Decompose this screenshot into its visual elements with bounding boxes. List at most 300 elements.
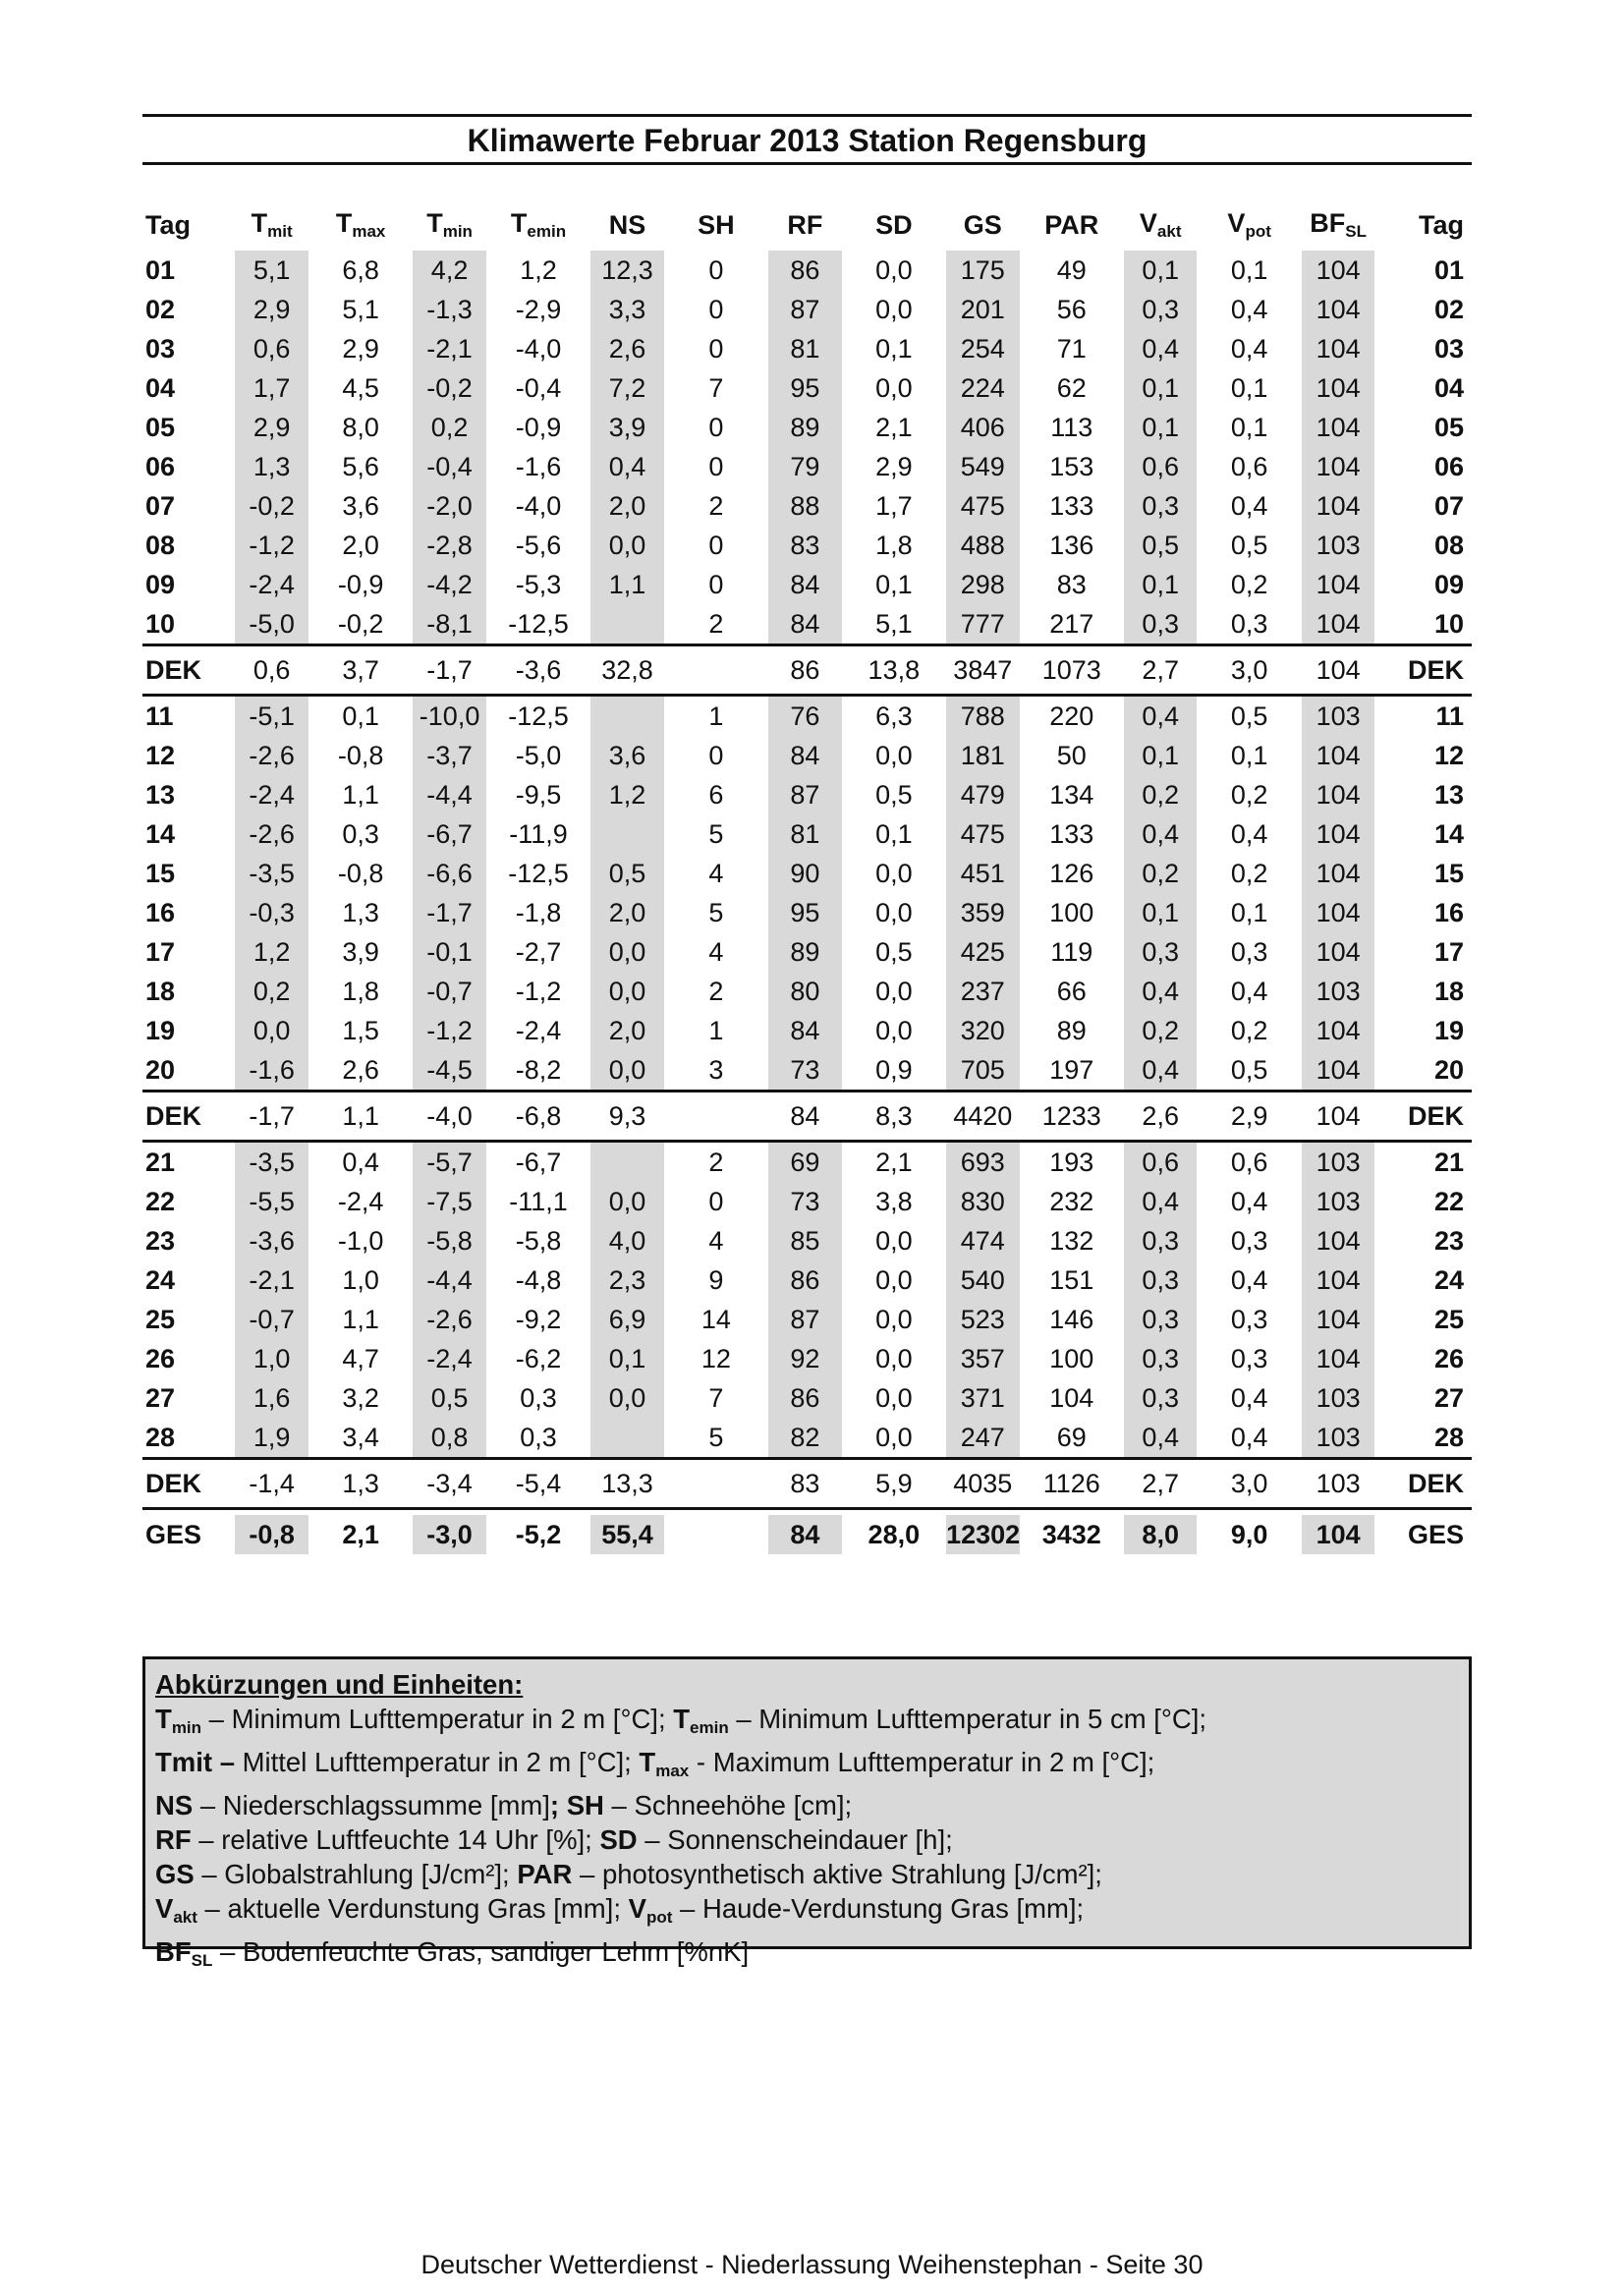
cell-gs: 201 — [938, 290, 1027, 329]
cell-bfsl: 104 — [1294, 645, 1382, 696]
cell-gs: 237 — [938, 972, 1027, 1011]
title-bar — [142, 114, 1472, 165]
row-label: 20 — [145, 1055, 176, 1085]
cell-rf: 81 — [760, 329, 849, 368]
cell-tmin: -5,8 — [405, 1221, 493, 1260]
cell-ns: 0,0 — [583, 1050, 671, 1092]
row-label-right: 18 — [1433, 977, 1464, 1006]
cell-tmin: -2,8 — [405, 526, 493, 565]
header-col-sub: SL — [1345, 222, 1367, 241]
cell-bfsl: 104 — [1294, 1221, 1382, 1260]
cell-vpot: 0,5 — [1230, 1055, 1268, 1085]
cell-sh: 2 — [708, 609, 724, 639]
cell-tmit: -2,6 — [227, 736, 315, 775]
legend-box — [142, 1656, 1472, 1970]
cell-temin: -1,8 — [515, 898, 562, 927]
cell-bfsl: 104 — [1294, 736, 1382, 775]
cell-sd: 0,1 — [875, 819, 913, 849]
cell-vakt: 0,6 — [1116, 447, 1204, 486]
cell-rf: 84 — [760, 1092, 849, 1142]
cell-gs: 357 — [938, 1339, 1027, 1378]
cell-temin: -12,5 — [508, 609, 569, 639]
table-row — [142, 368, 1472, 408]
cell-gs: 523 — [938, 1300, 1027, 1339]
table-row — [142, 696, 1472, 737]
cell-rf: 95 — [760, 368, 849, 408]
cell-vakt: 0,2 — [1116, 854, 1204, 893]
row-label-right: 17 — [1433, 937, 1464, 967]
cell-bfsl: 103 — [1294, 696, 1382, 737]
cell-ns: 3,9 — [583, 408, 671, 447]
header-col-base: T — [510, 208, 528, 238]
cell-tmin: -0,7 — [405, 972, 493, 1011]
table-row — [142, 290, 1472, 329]
cell-gs: 475 — [938, 486, 1027, 526]
row-label: 06 — [145, 452, 176, 481]
row-label: 28 — [145, 1423, 176, 1452]
cell-vakt: 2,6 — [1116, 1092, 1204, 1142]
cell-vakt: 0,3 — [1116, 1300, 1204, 1339]
cell-vakt: 0,3 — [1116, 1221, 1204, 1260]
cell-rf: 83 — [760, 1459, 849, 1509]
cell-vpot: 3,0 — [1204, 1459, 1293, 1509]
cell-temin: -5,8 — [515, 1226, 562, 1256]
cell-tmax: 1,1 — [342, 1305, 379, 1334]
cell-vakt: 0,1 — [1116, 736, 1204, 775]
cell-tmit: -2,4 — [227, 775, 315, 814]
cell-tmax: 0,1 — [316, 696, 405, 737]
legend-heading: Abkürzungen und Einheiten: — [155, 1669, 524, 1700]
cell-tmin: -8,1 — [405, 604, 493, 645]
cell-temin: -1,2 — [515, 977, 562, 1006]
cell-vpot: 0,2 — [1230, 859, 1268, 888]
cell-vakt: 0,3 — [1116, 290, 1204, 329]
cell-tmax: 5,6 — [342, 452, 379, 481]
cell-sd: 0,0 — [875, 1383, 913, 1413]
legend-line — [155, 1788, 1459, 1822]
row-label-right: 01 — [1433, 255, 1464, 285]
legend-text: – Minimum Lufttemperatur in 2 m [°C]; — [201, 1704, 674, 1734]
cell-sh: 5 — [708, 1423, 724, 1452]
cell-tmit: -3,5 — [227, 854, 315, 893]
row-label: 27 — [145, 1383, 176, 1413]
cell-rf: 86 — [760, 251, 849, 290]
cell-tmax: 4,5 — [342, 373, 379, 403]
table-row — [142, 486, 1472, 526]
cell-sd: 0,5 — [875, 937, 913, 967]
cell-vakt: 0,5 — [1116, 526, 1204, 565]
cell-tmit: -3,5 — [227, 1142, 315, 1183]
row-label-right: 11 — [1382, 696, 1472, 737]
cell-par: 217 — [1049, 609, 1094, 639]
header-tag-left: Tag — [145, 209, 191, 240]
cell-vpot: 0,1 — [1230, 413, 1268, 442]
cell-ns: 2,0 — [583, 486, 671, 526]
cell-tmin: -4,2 — [405, 565, 493, 604]
cell-vpot: 0,2 — [1230, 780, 1268, 810]
cell-tmit: -2,4 — [227, 565, 315, 604]
cell-tmin: -2,0 — [405, 486, 493, 526]
cell-sd: 0,0 — [875, 295, 913, 324]
table-row — [142, 775, 1472, 814]
cell-par: 100 — [1049, 898, 1094, 927]
cell-vpot: 0,4 — [1230, 1383, 1268, 1413]
cell-vakt: 0,4 — [1116, 1050, 1204, 1092]
cell-sh — [672, 1459, 760, 1509]
cell-gs: 788 — [938, 696, 1027, 737]
cell-temin: -5,6 — [515, 531, 562, 560]
cell-tmit: -1,4 — [227, 1459, 315, 1509]
cell-gs: 830 — [938, 1182, 1027, 1221]
cell-bfsl: 104 — [1294, 486, 1382, 526]
cell-par: 49 — [1056, 255, 1087, 285]
cell-vakt: 0,1 — [1116, 893, 1204, 932]
cell-gs: 254 — [938, 329, 1027, 368]
cell-tmin: -4,0 — [405, 1092, 493, 1142]
cell-par: 62 — [1056, 373, 1087, 403]
cell-rf: 84 — [760, 565, 849, 604]
cell-tmit: 5,1 — [227, 251, 315, 290]
cell-tmax: 1,1 — [342, 780, 379, 810]
cell-gs: 777 — [938, 604, 1027, 645]
cell-tmax: 4,7 — [342, 1344, 379, 1373]
cell-tmin: -0,1 — [405, 932, 493, 972]
cell-sd: 2,1 — [850, 1142, 938, 1183]
cell-sh: 0 — [708, 452, 724, 481]
cell-vakt: 2,7 — [1116, 645, 1204, 696]
cell-vpot: 0,3 — [1230, 609, 1268, 639]
cell-tmit: -2,1 — [227, 1260, 315, 1300]
cell-sh: 0 — [708, 255, 724, 285]
cell-ns: 3,3 — [583, 290, 671, 329]
cell-par: 66 — [1056, 977, 1087, 1006]
cell-tmax: -1,0 — [337, 1226, 384, 1256]
cell-tmit: -5,5 — [227, 1182, 315, 1221]
cell-sd: 0,9 — [875, 1055, 913, 1085]
cell-ns: 9,3 — [583, 1092, 671, 1142]
cell-tmit: 0,0 — [227, 1011, 315, 1050]
row-label-right: 28 — [1433, 1423, 1464, 1452]
cell-ns: 32,8 — [583, 645, 671, 696]
cell-tmin: -2,4 — [405, 1339, 493, 1378]
cell-par: 133 — [1049, 491, 1094, 521]
cell-bfsl: 104 — [1294, 447, 1382, 486]
legend-text: – Niederschlagssumme [mm] — [193, 1790, 550, 1820]
row-label: 09 — [145, 570, 176, 599]
table-row — [142, 1221, 1472, 1260]
table-row — [142, 1378, 1472, 1418]
row-label: 02 — [145, 295, 176, 324]
table-row — [142, 1182, 1472, 1221]
row-label-right: 21 — [1382, 1142, 1472, 1183]
cell-bfsl: 104 — [1294, 565, 1382, 604]
cell-tmax: 2,9 — [342, 334, 379, 364]
cell-ns — [583, 604, 671, 645]
cell-tmax: 1,1 — [316, 1092, 405, 1142]
row-label-right: DEK — [1382, 1092, 1472, 1142]
cell-rf: 89 — [760, 408, 849, 447]
cell-rf: 87 — [760, 1300, 849, 1339]
cell-ns — [583, 1418, 671, 1459]
cell-tmin: -4,4 — [405, 775, 493, 814]
cell-ns — [583, 1142, 671, 1183]
cell-temin: -12,5 — [494, 696, 583, 737]
row-label: 01 — [145, 255, 176, 285]
cell-tmin: 0,5 — [405, 1378, 493, 1418]
cell-ns: 0,0 — [583, 972, 671, 1011]
cell-sd: 0,0 — [875, 859, 913, 888]
cell-sh: 9 — [708, 1265, 724, 1295]
row-label: 25 — [145, 1305, 176, 1334]
cell-sh: 0 — [708, 413, 724, 442]
cell-sd: 0,0 — [875, 255, 913, 285]
cell-bfsl: 104 — [1294, 854, 1382, 893]
cell-tmax: -2,4 — [337, 1187, 384, 1216]
cell-tmit: 1,7 — [227, 368, 315, 408]
cell-tmin: -4,5 — [405, 1050, 493, 1092]
cell-par: 1073 — [1028, 645, 1116, 696]
cell-sh: 0 — [708, 1187, 724, 1216]
cell-rf: 90 — [760, 854, 849, 893]
cell-tmit: 1,0 — [227, 1339, 315, 1378]
legend-symbol: $V_{akt}$ — [155, 1893, 197, 1927]
cell-sh: 0 — [708, 295, 724, 324]
page-title: Klimawerte Februar 2013 Station Regensburg — [467, 123, 1148, 158]
cell-tmit: -5,1 — [227, 696, 315, 737]
legend-line — [155, 1822, 1459, 1857]
cell-ns: 2,0 — [583, 893, 671, 932]
row-label: 04 — [145, 373, 176, 403]
cell-tmit: -0,8 — [227, 1509, 315, 1560]
legend-text: – Haude-Verdunstung Gras [mm]; — [672, 1893, 1085, 1924]
cell-ns: 0,4 — [583, 447, 671, 486]
cell-sh: 2 — [672, 1142, 760, 1183]
cell-tmin: 4,2 — [405, 251, 493, 290]
cell-sh: 3 — [708, 1055, 724, 1085]
dek-summary-row — [142, 1459, 1472, 1509]
cell-rf: 87 — [760, 775, 849, 814]
legend-symbol: GS — [155, 1859, 195, 1889]
cell-sd: 1,8 — [875, 531, 913, 560]
cell-sd: 0,0 — [875, 373, 913, 403]
cell-par: 126 — [1049, 859, 1094, 888]
row-label-right: DEK — [1382, 1459, 1472, 1509]
cell-par: 146 — [1049, 1305, 1094, 1334]
cell-temin: -4,0 — [515, 334, 562, 364]
header-col-base: SD — [875, 209, 913, 240]
cell-vakt: 0,4 — [1116, 814, 1204, 854]
cell-bfsl: 103 — [1294, 1182, 1382, 1221]
cell-temin: 0,3 — [520, 1383, 557, 1413]
table-row — [142, 408, 1472, 447]
cell-sd: 6,3 — [850, 696, 938, 737]
cell-vakt: 0,3 — [1116, 604, 1204, 645]
cell-par: 71 — [1056, 334, 1087, 364]
header-col-sd — [850, 199, 938, 251]
legend-text: Mittel Lufttemperatur in 2 m [°C]; — [234, 1747, 640, 1777]
cell-temin: -2,7 — [515, 937, 562, 967]
cell-vpot: 0,3 — [1230, 1305, 1268, 1334]
row-label: 24 — [145, 1265, 176, 1295]
cell-vakt: 0,2 — [1116, 775, 1204, 814]
legend-symbol-sub: SL — [191, 1951, 213, 1970]
cell-tmax: 8,0 — [342, 413, 379, 442]
cell-tmax: 3,7 — [316, 645, 405, 696]
cell-rf: 84 — [760, 1011, 849, 1050]
cell-sd: 3,8 — [875, 1187, 913, 1216]
cell-sh: 14 — [700, 1305, 731, 1334]
cell-tmit: -5,0 — [227, 604, 315, 645]
cell-bfsl: 104 — [1294, 408, 1382, 447]
cell-par: 104 — [1049, 1383, 1094, 1413]
cell-par: 113 — [1050, 413, 1093, 442]
cell-sd: 0,0 — [875, 741, 913, 770]
row-label-right: 15 — [1433, 859, 1464, 888]
cell-rf: 86 — [760, 1260, 849, 1300]
legend-symbol: PAR — [517, 1859, 573, 1889]
cell-vpot: 0,6 — [1204, 1142, 1293, 1183]
cell-sd: 0,0 — [875, 977, 913, 1006]
cell-par: 1233 — [1028, 1092, 1116, 1142]
header-col-sub: max — [352, 222, 386, 241]
cell-bfsl: 103 — [1294, 526, 1382, 565]
row-label-right: 22 — [1433, 1187, 1464, 1216]
cell-tmax: 1,8 — [342, 977, 379, 1006]
header-col-base: GS — [963, 209, 1002, 240]
cell-vpot: 0,4 — [1230, 334, 1268, 364]
cell-tmin: -1,7 — [405, 893, 493, 932]
row-label: 26 — [145, 1344, 176, 1373]
legend-symbol: Tmit – — [155, 1747, 235, 1777]
header-col-base: T — [251, 208, 268, 238]
row-label-right: 12 — [1433, 741, 1464, 770]
cell-par: 133 — [1049, 819, 1094, 849]
cell-temin: -4,0 — [515, 491, 562, 521]
legend-text: – Schneehöhe [cm]; — [603, 1790, 853, 1820]
climate-table — [142, 199, 1472, 1559]
cell-bfsl: 104 — [1294, 893, 1382, 932]
cell-temin: -9,2 — [515, 1305, 562, 1334]
cell-gs: 3847 — [938, 645, 1027, 696]
cell-vakt: 0,1 — [1116, 408, 1204, 447]
row-label-right: 10 — [1433, 609, 1464, 639]
row-label: DEK — [142, 1092, 227, 1142]
header-col-gs — [938, 199, 1027, 251]
cell-sh: 1 — [708, 1016, 724, 1045]
cell-bfsl: 104 — [1294, 1050, 1382, 1092]
cell-bfsl: 103 — [1294, 1459, 1382, 1509]
cell-vpot: 0,4 — [1230, 977, 1268, 1006]
cell-par: 69 — [1056, 1423, 1087, 1452]
table-row — [142, 604, 1472, 645]
cell-temin: -5,2 — [494, 1509, 583, 1560]
cell-tmit: 2,9 — [227, 408, 315, 447]
cell-par: 1126 — [1028, 1459, 1116, 1509]
cell-par: 151 — [1049, 1265, 1094, 1295]
page-footer: Deutscher Wetterdienst - Niederlassung Weihenstephan - Seite 30 — [420, 2250, 1204, 2279]
cell-vpot: 0,4 — [1230, 1265, 1268, 1295]
cell-vakt: 0,4 — [1116, 972, 1204, 1011]
ges-total-row — [142, 1509, 1472, 1560]
cell-temin: -12,5 — [508, 859, 569, 888]
cell-vpot: 0,1 — [1230, 898, 1268, 927]
cell-par: 193 — [1028, 1142, 1116, 1183]
legend-symbol-sub: pot — [645, 1908, 673, 1927]
cell-gs: 425 — [938, 932, 1027, 972]
table-row — [142, 1300, 1472, 1339]
cell-tmax: -0,2 — [337, 609, 384, 639]
cell-temin: -6,7 — [494, 1142, 583, 1183]
cell-tmax: 0,3 — [342, 819, 379, 849]
header-col-vakt — [1116, 199, 1204, 251]
legend-text: – aktuelle Verdunstung Gras [mm]; — [196, 1893, 629, 1924]
cell-rf: 81 — [760, 814, 849, 854]
cell-sh — [672, 1092, 760, 1142]
cell-vpot: 0,2 — [1230, 1016, 1268, 1045]
row-label: GES — [142, 1509, 227, 1560]
row-label-right: 24 — [1433, 1265, 1464, 1295]
table-row — [142, 1050, 1472, 1092]
cell-ns: 1,1 — [583, 565, 671, 604]
cell-par: 220 — [1028, 696, 1116, 737]
cell-vakt: 0,4 — [1116, 1418, 1204, 1459]
header-col-par — [1028, 199, 1116, 251]
cell-temin: -2,4 — [515, 1016, 562, 1045]
cell-sh: 5 — [708, 898, 724, 927]
table-row — [142, 447, 1472, 486]
cell-bfsl: 104 — [1294, 604, 1382, 645]
legend-symbol-sub: emin — [690, 1718, 729, 1737]
cell-tmax: 1,3 — [316, 1459, 405, 1509]
cell-tmin: -7,5 — [405, 1182, 493, 1221]
cell-temin: -1,6 — [515, 452, 562, 481]
cell-sd: 13,8 — [850, 645, 938, 696]
header-col-base: T — [426, 208, 443, 238]
cell-vakt: 0,1 — [1116, 565, 1204, 604]
cell-gs: 247 — [938, 1418, 1027, 1459]
row-label: 11 — [142, 696, 227, 737]
row-label: 19 — [145, 1016, 176, 1045]
table-row — [142, 972, 1472, 1011]
row-label: 17 — [145, 937, 176, 967]
cell-vakt: 0,3 — [1116, 932, 1204, 972]
cell-par: 3432 — [1028, 1509, 1116, 1560]
cell-temin: -11,9 — [509, 819, 568, 849]
table-row — [142, 814, 1472, 854]
legend-line — [155, 1891, 1459, 1934]
row-label: 18 — [145, 977, 176, 1006]
cell-gs: 540 — [938, 1260, 1027, 1300]
cell-gs: 474 — [938, 1221, 1027, 1260]
cell-gs: 4420 — [938, 1092, 1027, 1142]
row-label: 03 — [145, 334, 176, 364]
row-label-right: 03 — [1433, 334, 1464, 364]
cell-rf: 92 — [760, 1339, 849, 1378]
cell-tmax: -0,9 — [337, 570, 384, 599]
cell-rf: 84 — [760, 1509, 849, 1560]
cell-tmax: 3,6 — [342, 491, 379, 521]
cell-sh: 5 — [708, 819, 724, 849]
row-label: 08 — [145, 531, 176, 560]
cell-ns: 0,0 — [583, 1182, 671, 1221]
cell-temin: -0,4 — [515, 373, 562, 403]
table-row — [142, 736, 1472, 775]
cell-temin: -6,8 — [494, 1092, 583, 1142]
cell-par: 50 — [1056, 741, 1087, 770]
cell-bfsl: 103 — [1294, 1142, 1382, 1183]
cell-vpot: 0,3 — [1230, 1344, 1268, 1373]
cell-sh: 1 — [672, 696, 760, 737]
